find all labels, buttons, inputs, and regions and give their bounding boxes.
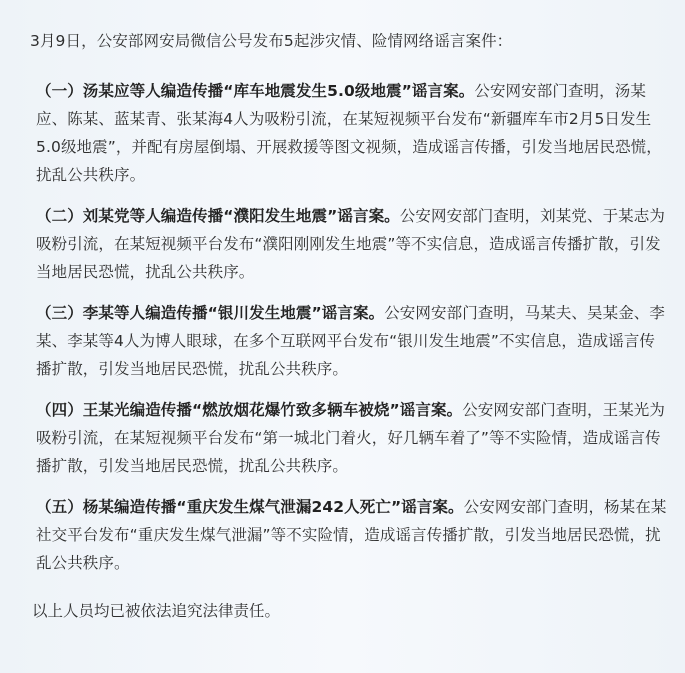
case-heading-4: （四）王某光编造传播“燃放烟花爆竹致多辆车被烧”谣言案。	[36, 401, 463, 419]
case-heading-2: （二）刘某党等人编造传播“濮阳发生地震”谣言案。	[36, 207, 400, 225]
case-body-5: 公安网安部门查明，杨某在某社交平台发布“重庆发生煤气泄漏”等不实险情，造成谣言传播扩散，引发当地居民恐慌，扰乱公共秩序。	[36, 498, 667, 572]
case-body-4: 公安网安部门查明，王某光为吸粉引流，在某短视频平台发布“第一城北门着火，好几辆车着了”等不实险情，造成谣言传播扩散，引发当地居民恐慌，扰乱公共秩序。	[36, 401, 665, 475]
case-paragraph-1	[30, 77, 667, 189]
case-paragraph-5	[30, 493, 667, 577]
case-heading-5: （五）杨某编造传播“重庆发生煤气泄漏242人死亡”谣言案。	[36, 498, 464, 516]
case-body-2: 公安网安部门查明，刘某党、于某志为吸粉引流，在某短视频平台发布“濮阳刚刚发生地震”等不实信息，造成谣言传播扩散，引发当地居民恐慌，扰乱公共秩序。	[36, 207, 665, 281]
case-body-1: 公安网安部门查明，汤某应、陈某、蓝某青、张某海4人为吸粉引流，在某短视频平台发布“新疆库车市2月5日发生5.0级地震”，并配有房屋倒塌、开展救援等图文视频，造成谣言传播，引发当地居民恐慌，扰乱公共秩序。	[36, 82, 662, 184]
case-paragraph-2	[30, 202, 667, 286]
case-body-3: 公安网安部门查明，马某夫、吴某金、李某、李某等4人为博人眼球，在多个互联网平台发布“银川发生地震”不实信息，造成谣言传播扩散，引发当地居民恐慌，扰乱公共秩序。	[36, 304, 665, 378]
case-heading-3: （三）李某等人编造传播“银川发生地震”谣言案。	[36, 304, 385, 322]
case-heading-1: （一）汤某应等人编造传播“库车地震发生5.0级地震”谣言案。	[36, 82, 475, 100]
case-paragraph-3	[30, 299, 667, 383]
article-outro: 以上人员均已被依法追究法律责任。	[32, 602, 281, 620]
article-intro: 3月9日，公安部网安局微信公号发布5起涉灾情、险情网络谣言案件：	[30, 32, 513, 50]
case-paragraph-4	[30, 396, 667, 480]
